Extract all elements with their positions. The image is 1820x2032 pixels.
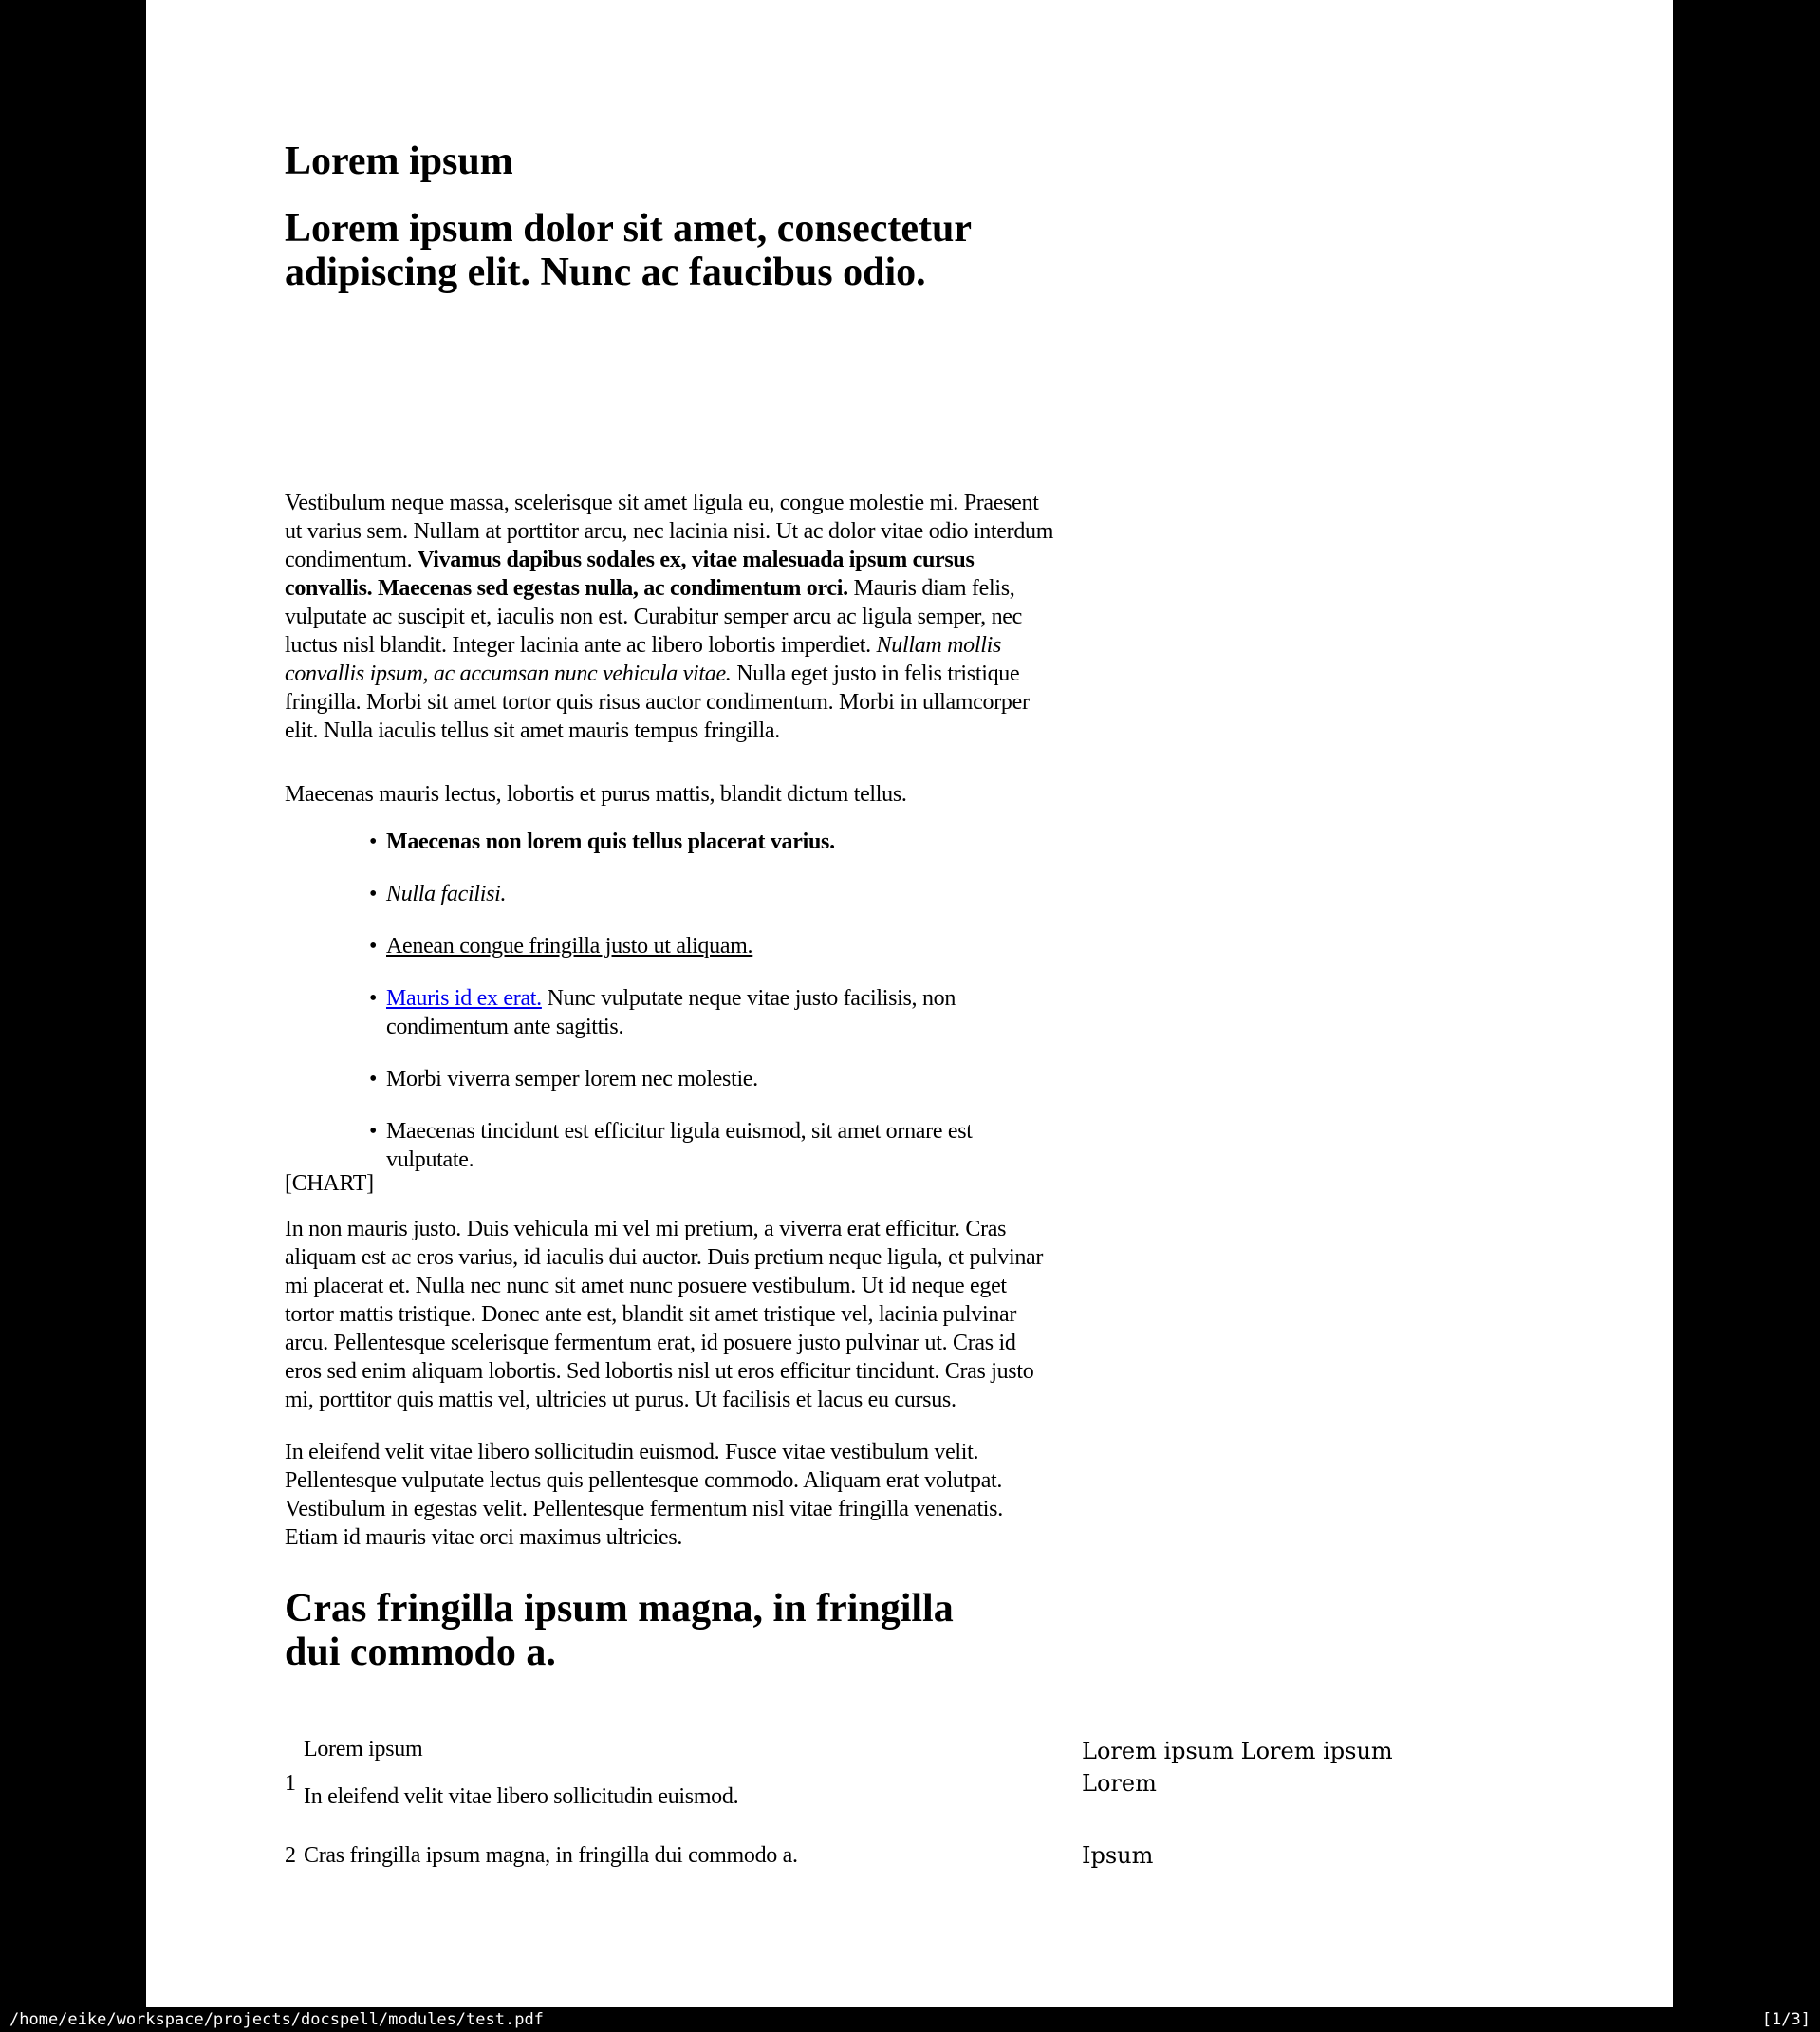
paragraph-1-text-c: Nulla eget justo in felis tristique fringilla. Morbi sit amet tortor quis risus auctor condimentum. Morbi in ullamcorper elit. Nulla iaculis tellus sit amet mauris tempus fringilla. bbox=[285, 662, 1030, 743]
bullet-item-underline bbox=[386, 932, 1055, 960]
bullet-item-underline-text: Aenean congue fringilla justo ut aliquam. bbox=[386, 934, 753, 959]
chart-placeholder: [CHART] bbox=[285, 1171, 374, 1196]
paragraph-1-text-b: Mauris diam felis, vulputate ac suscipit et, iaculis non est. Curabitur semper arcu ac ligula semper, nec luctus nisl blandit. Integer lacinia ante ac libero lobortis imperdiet. bbox=[285, 576, 1022, 658]
statusbar-file-path: /home/eike/workspace/projects/docspell/modules/test.pdf bbox=[9, 2010, 544, 2029]
table-row-text: In eleifend velit vitae libero sollicitudin euismod. bbox=[304, 1784, 739, 1809]
paragraph-1-italic: Nullam mollis convallis ipsum, ac accumsan nunc vehicula vitae. bbox=[285, 633, 1001, 686]
table-row-right: Ipsum bbox=[1082, 1842, 1154, 1869]
paragraph-3: In eleifend velit vitae libero sollicitudin euismod. Fusce vitae vestibulum velit. Pellentesque vulputate lectus quis pellentesque commodo. Aliquam erat volutpat. Vestibulum in egestas velit. Pellentesque fermentum nisl vitae fringilla venenatis. Etiam id mauris vitae orci maximus ultricies. bbox=[285, 1440, 1003, 1550]
paragraph-1 bbox=[285, 489, 1055, 745]
bullet-item-link bbox=[386, 984, 1055, 1041]
mauris-link[interactable]: Mauris id ex erat. bbox=[386, 986, 542, 1011]
bullet-list bbox=[285, 828, 1055, 1198]
bullet-item-italic-text: Nulla facilisi. bbox=[386, 882, 507, 906]
data-table bbox=[285, 1735, 1414, 1870]
bullet-item-bold bbox=[386, 828, 1055, 856]
section-heading: Cras fringilla ipsum magna, in fringilla dui commodo a. bbox=[285, 1587, 954, 1674]
table-row-number: 2 bbox=[285, 1843, 296, 1868]
statusbar bbox=[0, 2007, 1820, 2032]
bullet-item-plain-1 bbox=[386, 1065, 1055, 1093]
table-header-right: Lorem ipsum Lorem ipsum Lorem bbox=[1082, 1738, 1393, 1797]
table-header-main: Lorem ipsum bbox=[304, 1737, 423, 1762]
paragraph-1-text-a: Vestibulum neque massa, scelerisque sit amet ligula eu, congue molestie mi. Praesent ut varius sem. Nullam at porttitor arcu, nec lacinia nisi. Ut ac dolor vitae odio interdum condimentum. bbox=[285, 491, 1054, 572]
bullet-item-italic bbox=[386, 880, 1055, 908]
document-title: Lorem ipsum bbox=[285, 140, 513, 183]
bullet-item-bold-text: Maecenas non lorem quis tellus placerat varius. bbox=[386, 830, 835, 854]
statusbar-page-indicator: [1/3] bbox=[1761, 2010, 1811, 2029]
bullet-item-link-rest: Nunc vulputate neque vitae justo facilisis, non condimentum ante sagittis. bbox=[386, 986, 956, 1039]
paragraph-2: In non mauris justo. Duis vehicula mi vel mi pretium, a viverra erat efficitur. Cras aliquam est ac eros varius, id iaculis dui auctor. Duis pretium neque ligula, et pulvinar mi placerat et. Nulla nec nunc sit amet nunc posuere vestibulum. Ut id neque eget tortor mattis tristique. Donec ante est, blandit sit amet tristique vel, lacinia pulvinar arcu. Pellentesque scelerisque fermentum erat, id posuere justo pulvinar ut. Cras id eros sed enim aliquam lobortis. Sed lobortis nisl ut eros efficitur tincidunt. Cras justo mi, porttitor quis mattis vel, ultricies ut purus. Ut facilisis et lacus eu cursus. bbox=[285, 1217, 1044, 1412]
pdf-page bbox=[146, 0, 1673, 2007]
table-row bbox=[285, 1841, 1414, 1870]
list-intro-paragraph: Maecenas mauris lectus, lobortis et purus mattis, blandit dictum tellus. bbox=[285, 782, 907, 807]
table-row-text: Cras fringilla ipsum magna, in fringilla dui commodo a. bbox=[304, 1843, 798, 1868]
paragraph-1-bold: Vivamus dapibus sodales ex, vitae malesuada ipsum cursus convallis. Maecenas sed egestas nulla, ac condimentum orci. bbox=[285, 548, 975, 601]
bullet-item-plain-1-text: Morbi viverra semper lorem nec molestie. bbox=[386, 1067, 758, 1091]
document-subtitle: Lorem ipsum dolor sit amet, consectetur adipiscing elit. Nunc ac faucibus odio. bbox=[285, 207, 972, 294]
bullet-item-plain-2 bbox=[386, 1117, 1055, 1174]
bullet-item-plain-2-text: Maecenas tincidunt est efficitur ligula euismod, sit amet ornare est vulputate. bbox=[386, 1119, 973, 1172]
table-row-number: 1 bbox=[285, 1771, 296, 1796]
